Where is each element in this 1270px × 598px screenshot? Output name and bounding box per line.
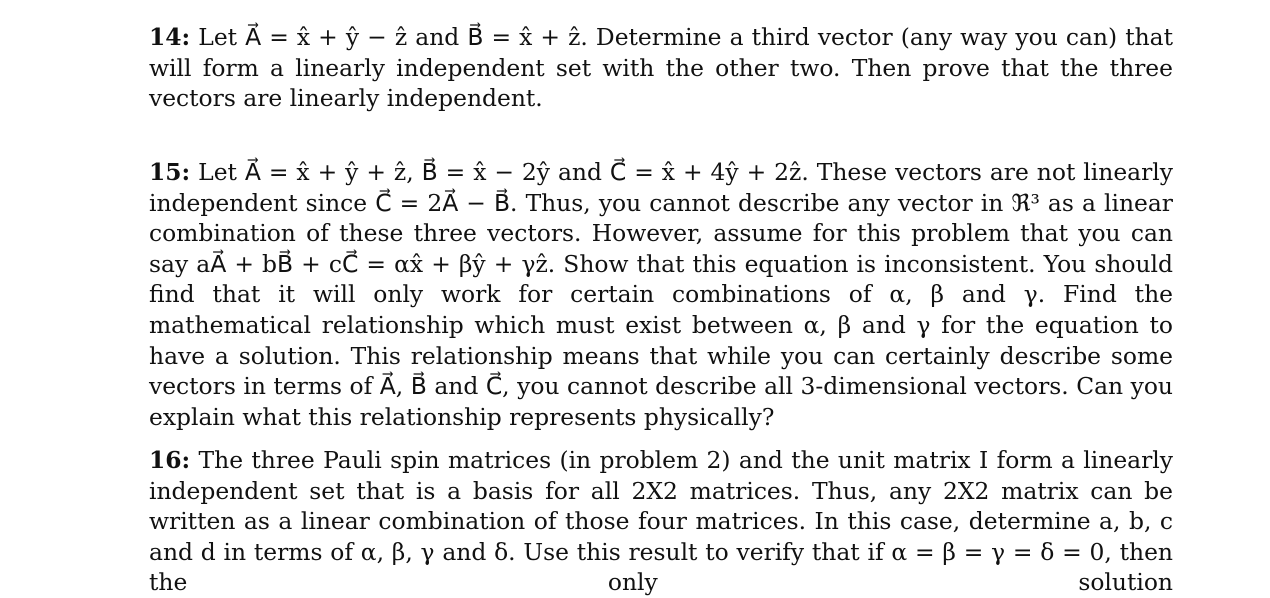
problem-16-text [149,445,1173,598]
problem-body: Let A⃗ = x̂ + ŷ − ẑ and B⃗ = x̂ + ẑ. Determine a third vector (any way you can) that will form a linearly independent set with the other two. Then prove that the three vectors are linearly independent. [149,23,1173,113]
problem-15 [149,157,1173,432]
problem-number: 16: [149,446,191,474]
problem-14-text [149,22,1173,114]
problem-body: Let A⃗ = x̂ + ŷ + ẑ, B⃗ = x̂ − 2ŷ and C⃗ = x̂ + 4ŷ + 2ẑ. These vectors are not linearly independent since C⃗ = 2A⃗ − B⃗. Thus, you cannot describe any vector in ℜ³ as a linear combination of these three vectors. However, assume for this problem that you can say aA⃗ + bB⃗ + cC⃗ = αx̂ + βŷ + γẑ. Show that this equation is inconsistent. You should find that it will only work for certain combinations of α, β and γ. Find the mathematical relationship which must exist between α, β and γ for the equation to have a solution. This relationship means that while you can certainly describe some vectors in terms of A⃗, B⃗ and C⃗, you cannot describe all 3-dimensional vectors. Can you explain what this relationship represents physically? [149,158,1173,431]
problem-number: 15: [149,158,191,186]
problem-16 [149,445,1173,598]
problem-14 [149,22,1173,114]
problem-number: 14: [149,23,191,51]
problem-15-text [149,157,1173,432]
problem-body: The three Pauli spin matrices (in problem 2) and the unit matrix I form a linearly independent set that is a basis for all 2X2 matrices. Thus, any 2X2 matrix can be written as a linear combination of those four matrices. In this case, determine a, b, c and d in terms of α, β, γ and δ. Use this result to verify that if α = β = γ = δ = 0, then the only solution [149,446,1174,597]
